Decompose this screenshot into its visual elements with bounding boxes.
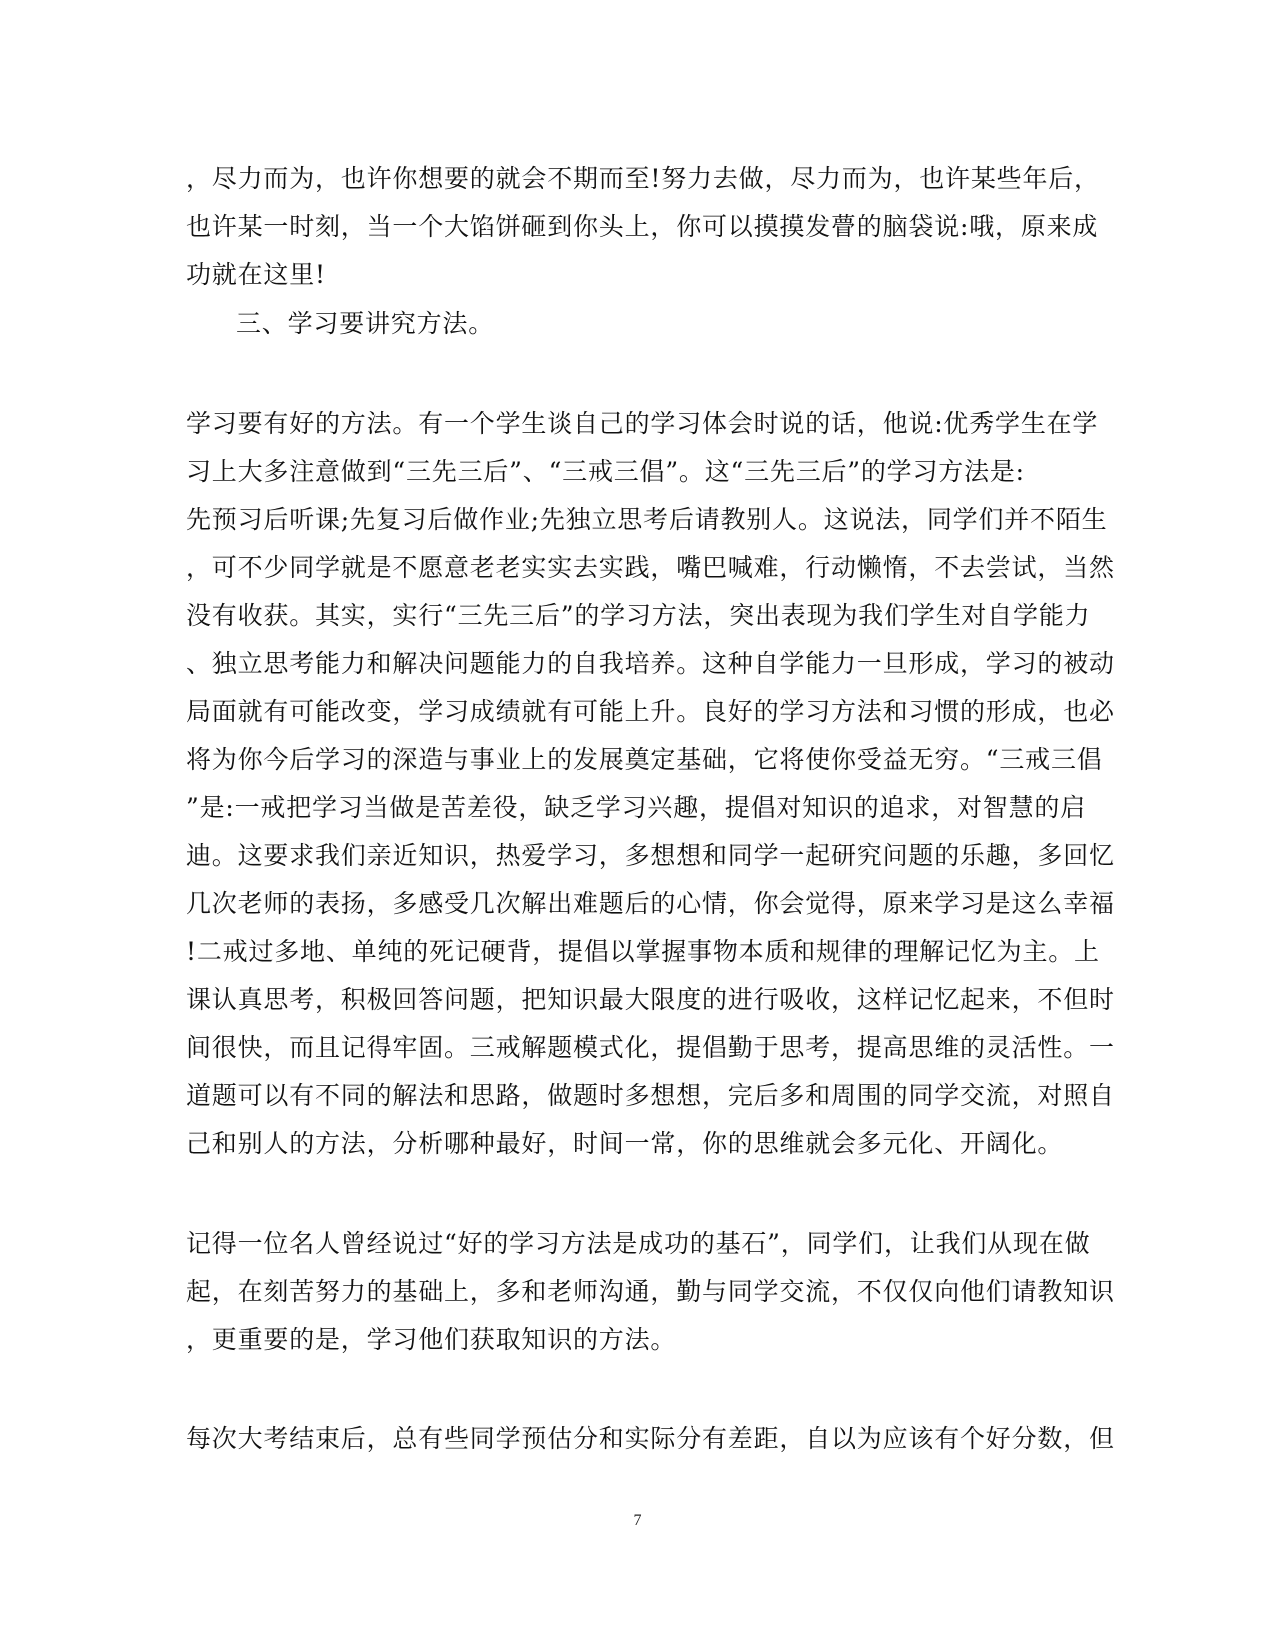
paragraph-quote — [186, 1220, 1115, 1364]
text-line: 课认真思考，积极回答问题，把知识最大限度的进行吸收，这样记忆起来，不但时 — [186, 985, 1115, 1014]
text-line: 没有收获。其实，实行“三先三后”的学习方法，突出表现为我们学生对自学能力 — [186, 601, 1091, 630]
text-line: ”是:一戒把学习当做是苦差役，缺乏学习兴趣，提倡对知识的追求，对智慧的启 — [186, 793, 1087, 822]
text-line: ，尽力而为，也许你想要的就会不期而至!努力去做，尽力而为，也许某些年后， — [186, 164, 1100, 193]
text-line: 己和别人的方法，分析哪种最好，时间一常，你的思维就会多元化、开阔化。 — [186, 1129, 1064, 1158]
heading-line: 三、学习要讲究方法。 — [236, 309, 495, 338]
paragraph-continuation — [186, 155, 1100, 299]
text-line: 学习要有好的方法。有一个学生谈自己的学习体会时说的话，他说:优秀学生在学 — [186, 409, 1099, 438]
text-line: 道题可以有不同的解法和思路，做题时多想想，完后多和周围的同学交流，对照自 — [186, 1081, 1115, 1110]
text-line: 记得一位名人曾经说过“好的学习方法是成功的基石”，同学们，让我们从现在做 — [186, 1229, 1091, 1258]
text-line: 间很快，而且记得牢固。三戒解题模式化，提倡勤于思考，提高思维的灵活性。一 — [186, 1033, 1115, 1062]
text-line: 迪。这要求我们亲近知识，热爱学习，多想想和同学一起研究问题的乐趣，多回忆 — [186, 841, 1115, 870]
text-line: 、独立思考能力和解决问题能力的自我培养。这种自学能力一旦形成，学习的被动 — [186, 649, 1115, 678]
text-line: 习上大多注意做到“三先三后”、“三戒三倡”。这“三先三后”的学习方法是: — [186, 457, 1025, 486]
text-line: 起，在刻苦努力的基础上，多和老师沟通，勤与同学交流，不仅仅向他们请教知识 — [186, 1277, 1115, 1306]
text-line: 几次老师的表扬，多感受几次解出难题后的心情，你会觉得，原来学习是这么幸福 — [186, 889, 1115, 918]
paragraph-methods — [186, 400, 1115, 1168]
text-line: 将为你今后学习的深造与事业上的发展奠定基础，它将使你受益无穷。“三戒三倡 — [186, 745, 1103, 774]
section-heading — [236, 300, 1136, 348]
text-line: 每次大考结束后，总有些同学预估分和实际分有差距，自以为应该有个好分数，但 — [186, 1424, 1115, 1453]
page-number: 7 — [633, 1512, 642, 1529]
text-line: 局面就有可能改变，学习成绩就有可能上升。良好的学习方法和习惯的形成，也必 — [186, 697, 1115, 726]
text-line: 先预习后听课;先复习后做作业;先独立思考后请教别人。这说法，同学们并不陌生 — [186, 505, 1108, 534]
text-line: 功就在这里! — [186, 260, 326, 289]
text-line: ，可不少同学就是不愿意老老实实去实践，嘴巴喊难，行动懒惰，不去尝试，当然 — [186, 553, 1115, 582]
text-line: !二戒过多地、单纯的死记硬背，提倡以掌握事物本质和规律的理解记忆为主。上 — [186, 937, 1100, 966]
text-line: ，更重要的是，学习他们获取知识的方法。 — [186, 1325, 677, 1354]
text-line: 也许某一时刻，当一个大馅饼砸到你头上，你可以摸摸发瞢的脑袋说:哦，原来成 — [186, 212, 1099, 241]
paragraph-exams — [186, 1415, 1115, 1463]
